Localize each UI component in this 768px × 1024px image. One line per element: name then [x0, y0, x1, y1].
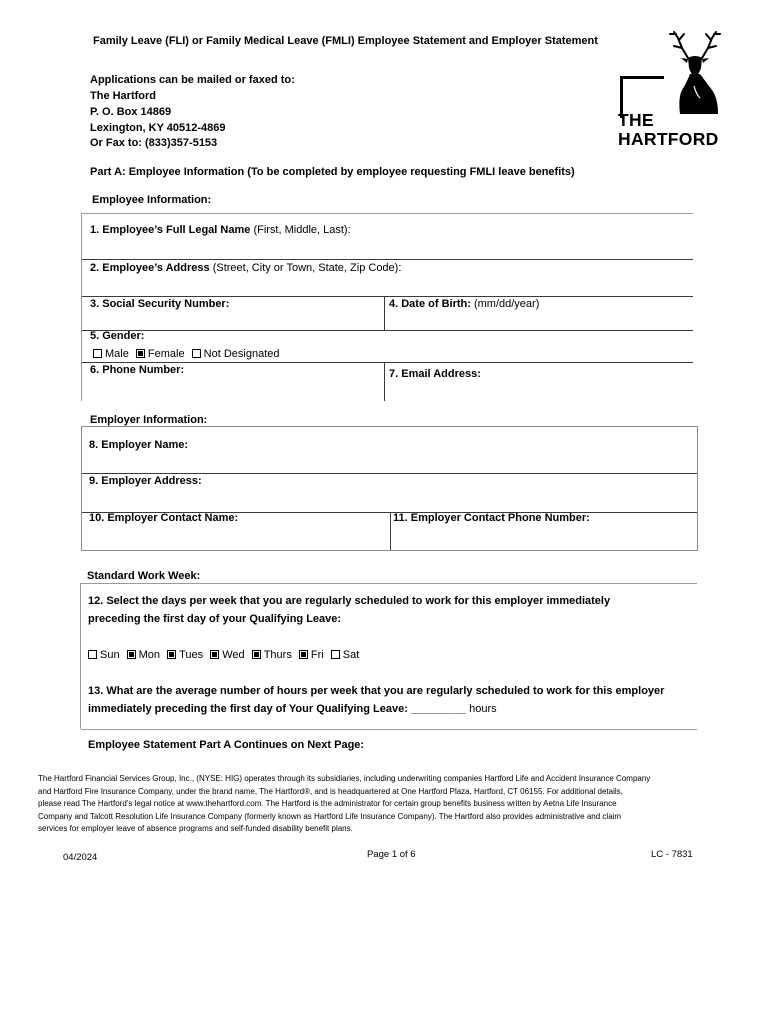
logo-word-the: THE [618, 110, 654, 130]
q13-text-line1: 13. What are the average number of hours per week that you are regularly scheduled to work for this employer [88, 685, 665, 697]
full-name-field[interactable] [90, 223, 351, 237]
female-option-label: Female [147, 348, 185, 360]
day-option-sun[interactable] [88, 648, 120, 662]
dob-field[interactable] [389, 297, 539, 311]
mon-label: Mon [138, 649, 161, 661]
full-name-label: 1. Employee’s Full Legal Name [90, 224, 251, 236]
address-field[interactable] [90, 261, 401, 275]
disclaimer-line: and Hartford Fire Insurance Company, under the brand name, The Hartford®, and is headquartered at One Hartford Plaza, Hartford, CT 06155. For additional details, [38, 786, 623, 796]
dob-hint: (mm/dd/year) [473, 298, 540, 310]
divider [82, 213, 693, 214]
document-title: Family Leave (FLI) or Family Medical Leave (FMLI) Employee Statement and Employer Statement [93, 35, 598, 47]
disclaimer-line: please read The Hartford’s legal notice at www.thehartford.com. The Hartford is the administrator for certain group benefits business written by Aetna Life Insurance [38, 799, 617, 808]
footer-date: 04/2024 [63, 852, 98, 863]
stag-icon [660, 28, 730, 114]
male-option-label: Male [105, 348, 129, 360]
wed-checkbox[interactable] [210, 650, 219, 659]
gender-label: 5. Gender: [90, 330, 145, 342]
day-option-wed[interactable] [210, 648, 244, 662]
day-option-tues[interactable] [167, 648, 203, 662]
hours-input[interactable]: _________ [410, 703, 467, 715]
not-designated-option-label: Not Designated [203, 348, 280, 360]
sun-checkbox[interactable] [88, 650, 97, 659]
mon-checkbox[interactable] [127, 650, 136, 659]
tues-label: Tues [179, 649, 204, 661]
disclaimer-line: services for employer leave of absence programs and self-funded disability benefit plans. [38, 824, 353, 833]
gender-option-male[interactable] [93, 347, 129, 361]
hartford-logo [616, 28, 728, 150]
part-a-title: Part A: Employee Information (To be completed by employee requesting FMLI leave benefits) [90, 166, 575, 178]
footer-form-id: LC - 7831 [651, 849, 693, 860]
employer-name-field[interactable]: 8. Employer Name: [89, 439, 189, 451]
q13-text-line2: immediately preceding the first day of Your Qualifying Leave: [88, 703, 408, 715]
employer-info-heading: Employer Information: [90, 414, 208, 426]
employee-info-heading: Employee Information: [92, 194, 212, 206]
divider [384, 362, 385, 401]
day-option-thurs[interactable] [252, 648, 292, 662]
q13-text-line2-row [88, 702, 497, 716]
fri-label: Fri [310, 649, 324, 661]
address-label: 2. Employee’s Address [90, 262, 210, 274]
logo-word-hartford: HARTFORD [618, 129, 719, 149]
wed-label: Wed [222, 649, 245, 661]
sun-label: Sun [100, 649, 120, 661]
mailing-line-pobox: P. O. Box 14869 [90, 106, 172, 118]
divider [390, 512, 391, 550]
tues-checkbox[interactable] [167, 650, 176, 659]
gender-option-not-designated[interactable] [192, 347, 280, 361]
q12-text-line1: 12. Select the days per week that you are regularly scheduled to work for this employer immediately [88, 595, 611, 607]
hours-unit: hours [469, 703, 497, 715]
divider [82, 259, 693, 260]
divider [81, 729, 697, 730]
disclaimer-line: Company and Talcott Resolution Life Insurance Company (formerly known as Hartford Life Insurance Company). The Hartford also provides administrative and claim [38, 811, 622, 821]
divider [81, 583, 697, 584]
mailing-line-company: The Hartford [90, 90, 156, 102]
day-option-sat[interactable] [331, 648, 360, 662]
fri-checkbox[interactable] [299, 650, 308, 659]
mailing-intro: Applications can be mailed or faxed to: [90, 74, 295, 86]
employer-contact-phone-field[interactable]: 11. Employer Contact Phone Number: [393, 512, 590, 524]
divider [82, 330, 693, 331]
mailing-line-city: Lexington, KY 40512-4869 [90, 122, 226, 134]
divider [81, 213, 82, 401]
sat-checkbox[interactable] [331, 650, 340, 659]
not-designated-checkbox[interactable] [192, 349, 201, 358]
continues-note: Employee Statement Part A Continues on Next Page: [88, 739, 365, 751]
footer-page-number: Page 1 of 6 [367, 849, 416, 860]
address-hint: (Street, City or Town, State, Zip Code): [212, 262, 402, 274]
thurs-label: Thurs [263, 649, 292, 661]
mailing-line-fax: Or Fax to: (833)357-5153 [90, 137, 218, 149]
logo-frame-top [620, 76, 664, 79]
employer-address-field[interactable]: 9. Employer Address: [89, 475, 202, 487]
sat-label: Sat [342, 649, 360, 661]
employer-contact-name-field[interactable]: 10. Employer Contact Name: [89, 512, 239, 524]
phone-field[interactable]: 6. Phone Number: [90, 364, 185, 376]
gender-options [93, 347, 283, 361]
female-checkbox[interactable] [136, 349, 145, 358]
work-days-options [88, 648, 363, 662]
divider [384, 296, 385, 330]
work-week-heading: Standard Work Week: [87, 570, 201, 582]
disclaimer-line: The Hartford Financial Services Group, Inc., (NYSE: HIG) operates through its subsidiaries, including underwriting companies Hartford Life and Accident Insurance Company [38, 774, 651, 783]
legal-disclaimer [38, 773, 750, 836]
full-name-hint: (First, Middle, Last): [253, 224, 351, 236]
email-field[interactable]: 7. Email Address: [389, 368, 481, 380]
gender-option-female[interactable] [136, 347, 185, 361]
male-checkbox[interactable] [93, 349, 102, 358]
day-option-mon[interactable] [127, 648, 160, 662]
ssn-field[interactable]: 3. Social Security Number: [90, 298, 230, 310]
q12-text-line2: preceding the first day of your Qualifying Leave: [88, 613, 342, 625]
dob-label: 4. Date of Birth: [389, 298, 471, 310]
thurs-checkbox[interactable] [252, 650, 261, 659]
divider [80, 583, 81, 729]
day-option-fri[interactable] [299, 648, 324, 662]
